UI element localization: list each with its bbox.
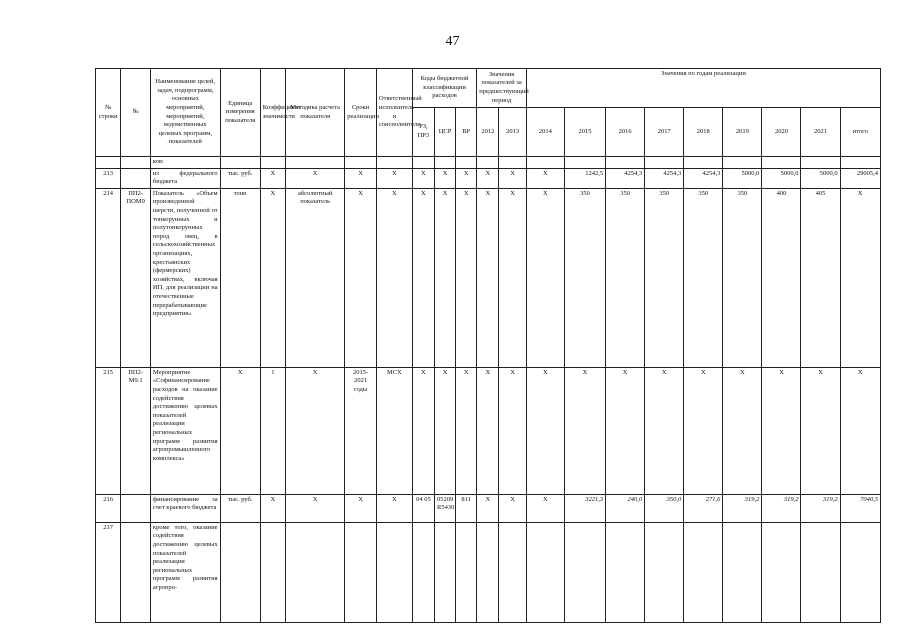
header-2014: 2014: [526, 108, 564, 157]
header-2015: 2015: [564, 108, 605, 157]
row-2012: X: [477, 188, 499, 367]
table-row: [96, 522, 881, 622]
row-total: 7040,5: [840, 494, 880, 522]
row-2019: 319,2: [723, 494, 762, 522]
row-2019: 350: [723, 188, 762, 367]
header-row-number: № строки: [96, 69, 121, 157]
row-2013: X: [499, 168, 526, 188]
header-2017: 2017: [645, 108, 684, 157]
row-rz: X: [412, 188, 434, 367]
row-2021: 5000,0: [801, 168, 840, 188]
header-unit: Единица измерения показателя: [220, 69, 260, 157]
header-method: Методика расчета показателя: [286, 69, 345, 157]
row-number: 217: [96, 522, 121, 622]
row-2021: 405: [801, 188, 840, 367]
header-total: итого: [840, 108, 880, 157]
row-2017: X: [645, 367, 684, 494]
row-2012: X: [477, 168, 499, 188]
header-budget-codes: Коды бюджетной классификации расходов: [412, 69, 476, 108]
row-2013: X: [499, 188, 526, 367]
row-name: Показатель «Объем произведенной шерсти, полученной от тонкорунных и полутонкорунных пород овец, в сельскохозяйственных организациях, крестьянских (фермерских) хозяйствах, включая ИП, для реализации на отечественные перерабатывающие предприятия»: [150, 188, 220, 367]
row-2014: X: [526, 367, 564, 494]
row-coefficient: 1: [260, 367, 285, 494]
row-unit: тыс. руб.: [220, 168, 260, 188]
row-2018: 350: [684, 188, 723, 367]
row-2019: 5000,0: [723, 168, 762, 188]
row-rz: X: [412, 367, 434, 494]
row-2017: 350,0: [645, 494, 684, 522]
row-number: 216: [96, 494, 121, 522]
row-2014: X: [526, 168, 564, 188]
header-number: №: [121, 69, 151, 157]
header-2016: 2016: [606, 108, 645, 157]
row-total: X: [840, 188, 880, 367]
header-name: Наименование целей, задач, подпрограмм, основных мероприятий, мероприятий, ведомственных целевых программ, показателей: [150, 69, 220, 157]
header-rz: РЗ, ПР3: [412, 108, 434, 157]
row-name: кроме того, оказание содействия достижению целевых показателей реализации региональных программ развития агропро-: [150, 522, 220, 622]
row-total: 29005,4: [840, 168, 880, 188]
row-rz: 04 05: [412, 494, 434, 522]
row-method: X: [286, 494, 345, 522]
row-2016: 4254,3: [606, 168, 645, 188]
row-code: [121, 494, 151, 522]
header-2012: 2012: [477, 108, 499, 157]
table-row: [96, 494, 881, 522]
row-2012: X: [477, 494, 499, 522]
table-row: [96, 168, 881, 188]
header-responsible: Ответственный исполнитель и соисполнители: [376, 69, 412, 157]
row-2013: X: [499, 494, 526, 522]
row-2020: 400: [762, 188, 801, 367]
row-csr: X: [434, 168, 455, 188]
row-number: 215: [96, 367, 121, 494]
header-years-values: Значения по годам реализации: [526, 69, 880, 108]
header-2021: 2021: [801, 108, 840, 157]
row-number: 213: [96, 168, 121, 188]
row-coefficient: X: [260, 188, 285, 367]
header-2020: 2020: [762, 108, 801, 157]
row-2017: 350: [645, 188, 684, 367]
header-prev-values: Значения показателей за предшествующий период: [477, 69, 527, 108]
row-responsible: X: [376, 168, 412, 188]
header-csr: ЦСР: [434, 108, 455, 157]
row-2016: 350: [606, 188, 645, 367]
row-code: [121, 168, 151, 188]
table-row-continuation: [96, 157, 881, 169]
row-2018: 4254,3: [684, 168, 723, 188]
row-terms: X: [345, 494, 377, 522]
row-2015: 350: [564, 188, 605, 367]
header-2019: 2019: [723, 108, 762, 157]
row-terms: 2015-2021 годы: [345, 367, 377, 494]
row-vr: 811: [456, 494, 477, 522]
row-name: из федерального бюджета: [150, 168, 220, 188]
row-unit: тонн: [220, 188, 260, 367]
row-vr: X: [456, 188, 477, 367]
row-unit: тыс. руб.: [220, 494, 260, 522]
row-2013: X: [499, 367, 526, 494]
header-2018: 2018: [684, 108, 723, 157]
indicators-table: [95, 68, 881, 623]
row-csr: X: [434, 188, 455, 367]
header-vr: ВР: [456, 108, 477, 157]
row-2021: 319,2: [801, 494, 840, 522]
row-2020: X: [762, 367, 801, 494]
row-name: Мероприятие «Софинансирование расходов на оказание содействия достижению целевых показателей реализации региональных программ развития агропромышленного комплекса»: [150, 367, 220, 494]
table-row: [96, 367, 881, 494]
table-row: [96, 188, 881, 367]
row-coefficient: X: [260, 494, 285, 522]
row-name: финансирование за счет краевого бюджета: [150, 494, 220, 522]
row-csr: X: [434, 367, 455, 494]
header-row-1: [96, 69, 881, 108]
row-2021: X: [801, 367, 840, 494]
header-coefficient: Коэффициент значимости: [260, 69, 285, 157]
continuation-text: ков:: [150, 157, 220, 169]
row-2016: 240,0: [606, 494, 645, 522]
row-number: 214: [96, 188, 121, 367]
row-coefficient: X: [260, 168, 285, 188]
row-2014: X: [526, 188, 564, 367]
row-method: X: [286, 168, 345, 188]
row-2014: X: [526, 494, 564, 522]
row-2019: X: [723, 367, 762, 494]
row-2018: 271,6: [684, 494, 723, 522]
row-method: X: [286, 367, 345, 494]
row-responsible: X: [376, 188, 412, 367]
row-2020: 319,2: [762, 494, 801, 522]
row-vr: X: [456, 168, 477, 188]
page-number: 47: [445, 34, 460, 49]
header-terms: Сроки реализации: [345, 69, 377, 157]
row-2020: 5000,0: [762, 168, 801, 188]
row-2015: 1242,5: [564, 168, 605, 188]
row-2017: 4254,3: [645, 168, 684, 188]
row-2016: X: [606, 367, 645, 494]
row-unit: X: [220, 367, 260, 494]
row-total: X: [840, 367, 880, 494]
row-method: абсолютный показатель: [286, 188, 345, 367]
row-terms: X: [345, 188, 377, 367]
row-2012: X: [477, 367, 499, 494]
row-code: ПП2-ПОМ9: [121, 188, 151, 367]
row-terms: X: [345, 168, 377, 188]
row-responsible: X: [376, 494, 412, 522]
row-2015: 3221,3: [564, 494, 605, 522]
row-vr: X: [456, 367, 477, 494]
row-2015: X: [564, 367, 605, 494]
row-responsible: МСХ: [376, 367, 412, 494]
row-csr: 05209 R5430: [434, 494, 455, 522]
header-2013: 2013: [499, 108, 526, 157]
row-2018: X: [684, 367, 723, 494]
row-code: ПП2-М9.1: [121, 367, 151, 494]
row-rz: X: [412, 168, 434, 188]
